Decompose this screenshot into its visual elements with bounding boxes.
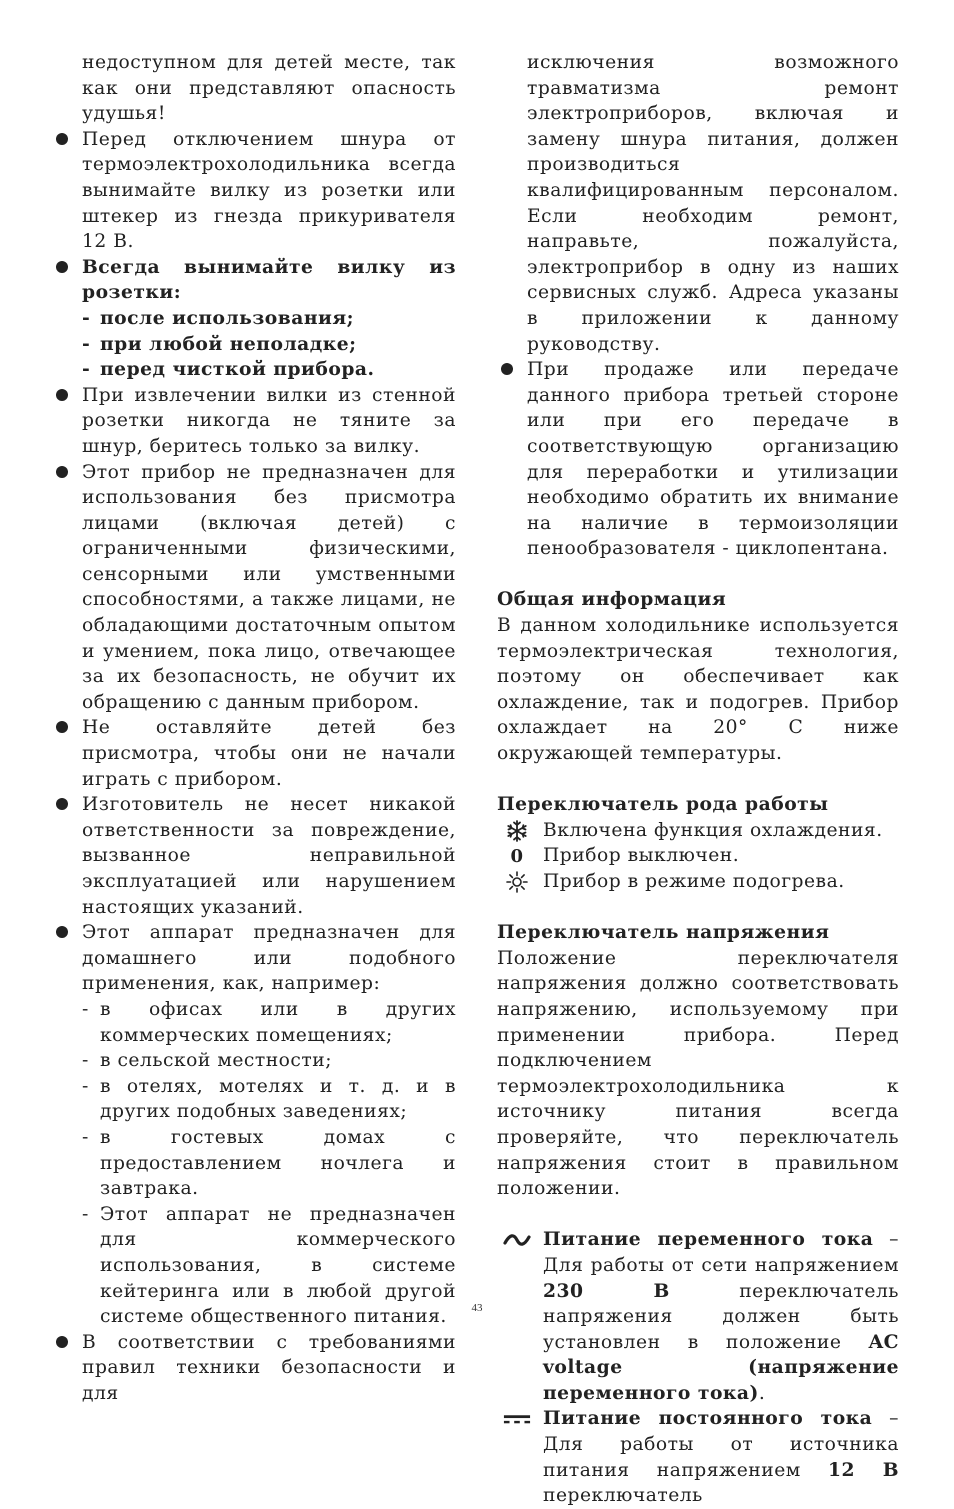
paragraph-continuation: недоступном для детей месте, так как они представляют опасность удушья!	[82, 52, 456, 125]
bullet-icon	[56, 721, 68, 733]
ac-voltage: 230 В	[543, 1279, 670, 1302]
bullet-icon	[501, 363, 513, 375]
bullet-text: В соответствии с требованиями правил техники безопасности и для	[82, 1331, 456, 1404]
snowflake-icon	[503, 820, 531, 842]
ac-title: Питание переменного тока	[543, 1228, 874, 1251]
ac-end: .	[758, 1382, 766, 1404]
mode-off-text: Прибор выключен.	[543, 845, 740, 867]
bullet-text: Не оставляйте детей без присмотра, чтобы они не начали играть с прибором.	[82, 717, 456, 790]
bullet-text: Перед отключением шнура от термоэлектрохолодильника всегда вынимайте вилку из розетки или штекер из гнезда прикуривателя 12 В.	[82, 128, 456, 253]
bullet-item	[52, 920, 456, 997]
section-heading-mode: Переключатель рода работы	[497, 793, 829, 816]
bullet-item	[52, 460, 456, 716]
sub-item-text: Этот аппарат не предназначен для коммерческого использования, в системе кейтеринга или в любой другой системе общественного питания.	[100, 1203, 456, 1328]
dc-title: Питание постоянного тока	[543, 1407, 873, 1430]
dash-marker: -	[82, 1203, 89, 1225]
sub-item-text: в офисах или в других коммерческих помещениях;	[100, 998, 456, 1046]
bullet-item	[52, 127, 456, 255]
dash-marker: -	[82, 998, 89, 1020]
dash-marker: -	[82, 1126, 89, 1148]
dc-power-item	[497, 1406, 899, 1508]
mode-heat-row	[497, 869, 899, 895]
sun-icon	[503, 871, 531, 893]
dc-text-part2: переключатель	[543, 1485, 703, 1507]
bullet-icon	[56, 926, 68, 938]
ac-power-item	[497, 1227, 899, 1406]
paragraph-continuation: исключения возможного травматизма ремонт электроприборов, включая и замену шнура питания, должен производиться квалифицированным персоналом. Если необходим ремонт, направьте, пожалуйста, электроприбор в одну из наших сервисных служб. Адреса указаны в приложении к данному руководству.	[527, 52, 899, 355]
page-number: 43	[471, 1302, 483, 1314]
ac-wave-icon	[503, 1229, 531, 1251]
voltage-paragraph: Положение переключателя напряжения должно соответствовать напряжению, используемому при применении прибора. Перед подключением термоэлектрохолодильника к источнику питания всегда проверяйте, что переключатель напряжения стоит в правильном положении.	[497, 947, 899, 1200]
dash-marker: -	[82, 1075, 89, 1097]
bullet-icon	[56, 389, 68, 401]
general-paragraph: В данном холодильнике используется термоэлектрическая технология, поэтому он обеспечивает как охлаждение, так и подогрев. Прибор охлаждает на 20° С ниже окружающей температуры.	[497, 615, 899, 765]
bullet-icon	[56, 1336, 68, 1348]
sub-list-item	[52, 1125, 456, 1202]
dash-marker: -	[82, 332, 91, 355]
bullet-item	[52, 383, 456, 460]
zero-symbol: 0	[510, 845, 524, 867]
dash-marker: -	[82, 358, 91, 381]
bullet-icon	[56, 133, 68, 145]
section-heading-general: Общая информация	[497, 588, 727, 611]
sub-list-item	[52, 332, 456, 358]
sub-list-item	[52, 357, 456, 383]
sub-list-item	[52, 1074, 456, 1125]
bullet-icon	[56, 798, 68, 810]
dc-text-part1: – Для работы от источника питания напряжением	[543, 1408, 899, 1481]
left-column	[52, 50, 456, 1406]
sub-item-text: после использования;	[100, 306, 355, 329]
sub-item-text: при любой неполадке;	[100, 332, 357, 355]
bullet-item	[52, 792, 456, 920]
dc-voltage: 12 В	[827, 1458, 899, 1481]
sub-list-item	[52, 1048, 456, 1074]
bullet-text: Всегда вынимайте вилку из розетки:	[82, 255, 456, 304]
bullet-item	[52, 715, 456, 792]
ac-text-part2: переключатель напряжения должен быть установлен в положение	[543, 1280, 899, 1353]
bullet-item	[52, 255, 456, 306]
mode-cool-text: Включена функция охлаждения.	[543, 819, 883, 841]
right-column	[497, 50, 899, 1509]
section-heading-voltage: Переключатель напряжения	[497, 921, 830, 944]
mode-off-row	[497, 843, 899, 869]
sub-item-text: в сельской местности;	[100, 1050, 332, 1072]
dash-marker: -	[82, 1050, 89, 1072]
bullet-icon	[56, 466, 68, 478]
sub-item-text: в отелях, мотелях и т. д. и в других подобных заведениях;	[100, 1075, 456, 1123]
bullet-text: При извлечении вилки из стенной розетки никогда не тяните за шнур, беритесь только за вилку.	[82, 384, 456, 457]
bullet-text: Изготовитель не несет никакой ответственности за повреждение, вызванное неправильной эксплуатацией или нарушением настоящих указаний.	[82, 794, 456, 918]
sub-list-item	[52, 306, 456, 332]
mode-heat-text: Прибор в режиме подогрева.	[543, 871, 845, 892]
bullet-text: Этот аппарат предназначен для домашнего или подобного применения, как, например:	[82, 922, 456, 995]
dash-marker: -	[82, 306, 91, 329]
ac-text-part1: – Для работы от сети напряжением	[543, 1229, 899, 1276]
sub-item-text: в гостевых домах с предоставлением ночлега и завтрака.	[100, 1126, 456, 1200]
sub-list-item	[52, 997, 456, 1048]
bullet-text: Этот прибор не предназначен для использования без присмотра лицами (включая детей) с ограниченными физическими, сенсорными или умственными способностями, а также лицами, не обладающими достаточным опытом и умением, пока лицо, отвечающее за их безопасность, не обучит их обращению с данным прибором.	[82, 461, 456, 713]
sub-item-text: перед чисткой прибора.	[100, 358, 375, 381]
mode-cool-row	[497, 818, 899, 844]
dc-symbol-icon	[503, 1408, 531, 1430]
ac-position: AC voltage (напряжение переменного тока)	[543, 1330, 899, 1404]
bullet-item	[52, 1330, 456, 1407]
bullet-item	[497, 357, 899, 562]
bullet-text: При продаже или передаче данного прибора третьей стороне или при его передаче в соответствующую организацию для переработки и утилизации необходимо обратить их внимание на наличие в термоизоляции пенообразователя - циклопентана.	[527, 359, 899, 560]
bullet-icon	[56, 261, 68, 273]
